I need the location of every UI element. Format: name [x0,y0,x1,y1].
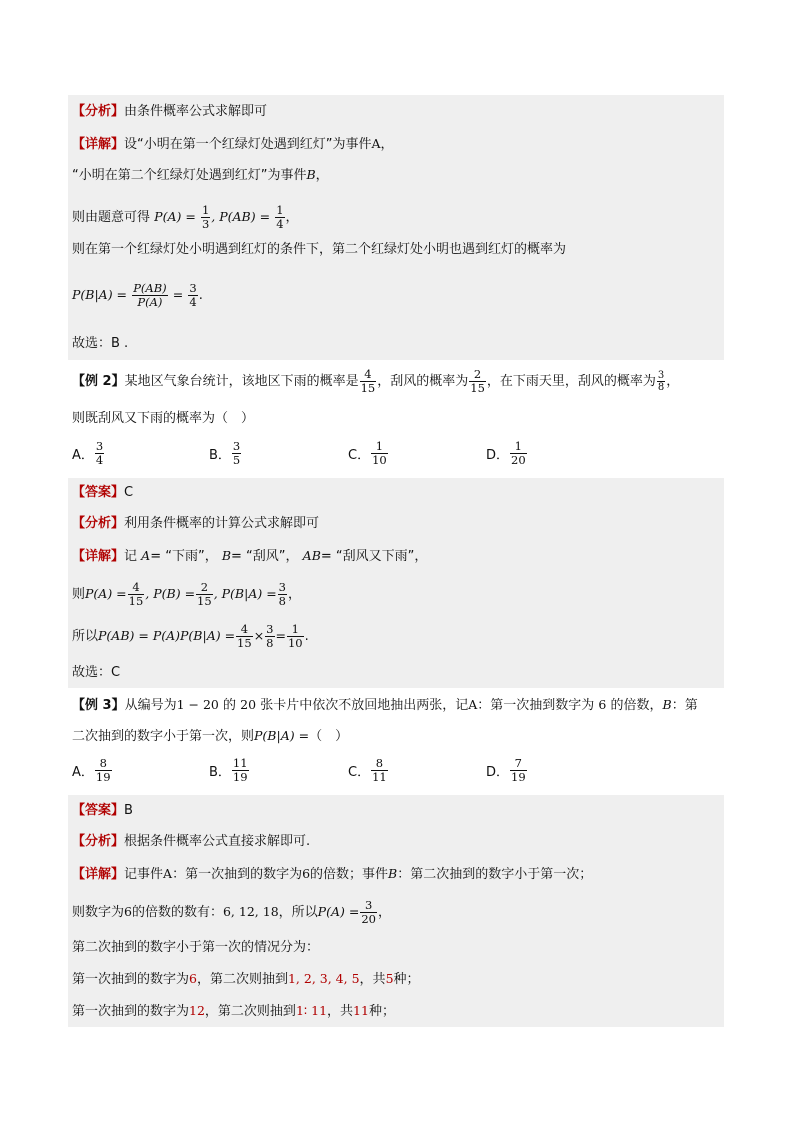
formula: P(B|A) = [72,287,128,302]
fraction: $\frac{4}{15}$ [128,580,144,608]
equals: = [172,287,184,302]
question-text: 则既刮风又下雨的概率为（ ） [72,411,255,426]
answer-key: C [124,485,134,500]
detail-text: 则在第一个红绿灯处小明遇到红灯的条件下，第二个红绿灯处小明也遇到红灯的概率为 [72,242,567,257]
question-text: 某地区气象台统计，该地区下雨的概率是 [124,374,359,389]
detail-line-4 [72,240,566,260]
fraction: $\frac{4}{15}$ [237,622,252,650]
detail-text: 设“小明在第一个红绿灯处遇到红灯”为事件 [124,137,372,152]
punct: ， [666,374,680,389]
analysis-line [72,102,267,122]
example-2-line-2 [72,409,254,429]
fraction: $\frac{3}{4}$ [189,281,197,309]
fraction: $\frac{3}{4}$ [95,439,104,467]
detail-text: 则由题意可得 [72,210,151,225]
event-b: B [306,167,316,182]
example-3-line-2: 二次抽到的数字小于第一次，则P(B|A) =（ ） [72,728,349,744]
detail-line-3 [72,202,299,232]
answer-line [72,334,128,354]
option-b: B． $\frac{3}{5}$ [209,439,241,467]
fraction: $\frac{1}{20}$ [511,439,526,467]
fraction: $\frac{1}{3}$ [201,203,210,231]
option-a: A． $\frac{8}{19}$ [72,756,111,784]
detail-line-2: 则P(A) = $\frac{4}{15}$ , P(B) = $\frac{2}{15}$ , P(B|A) = $\frac{3}{8}$ ， [72,580,302,608]
analysis-tag: 【分析】 [72,834,125,849]
detail-tag: 【详解】 [72,549,125,564]
detail-line-2 [72,165,329,185]
analysis-line [72,514,319,534]
punct: ， [285,210,299,225]
analysis-text: 利用条件概率的计算公式求解即可 [124,516,320,531]
fraction: $\frac{8}{11}$ [372,756,387,784]
option-d: D． $\frac{7}{19}$ [486,756,526,784]
answer-key-line [72,801,133,821]
detail-line-5: 第一次抽到的数字为12，第二次则抽到1∶ 11，共11种； [72,1003,395,1019]
answer-key: B [124,803,133,818]
analysis-tag: 【分析】 [72,516,125,531]
answer-tag: 【答案】 [72,485,125,500]
detail-line-1: 【详解】记 A= “下雨”， B= “刮风”， AB= “刮风又下雨”， [72,548,428,564]
detail-line-5 [72,278,203,312]
detail-line-1: 【详解】记事件A：第一次抽到的数字为6的倍数；事件B：第二次抽到的数字小于第一次； [72,866,593,882]
option-b: B． $\frac{11}{19}$ [209,756,248,784]
option-c: C． $\frac{8}{11}$ [348,756,387,784]
example-tag: 【例 2】 [72,374,125,389]
fraction: $\frac{P(AB)}{P(A)}$ [133,281,167,309]
detail-text: “小明在第二个红绿灯处遇到红灯”为事件 [72,168,307,183]
fraction: $\frac{4}{15}$ [360,367,376,395]
detail-line-4: 第一次抽到的数字为6，第二次则抽到1, 2, 3, 4, 5，共5种； [72,971,420,987]
question-text: ，刮风的概率为 [377,374,469,389]
formula: P(A) = [154,209,196,224]
detail-line-1 [72,134,394,154]
analysis-tag: 【分析】 [72,104,125,119]
detail-tag: 【详解】 [72,867,125,882]
punct: ， [380,137,394,152]
example-2-line-1 [72,366,679,398]
answer-text: 故选：B . [72,336,129,351]
fraction: $\frac{3}{8}$ [657,370,665,393]
answer-line [72,663,120,683]
option-d: D． $\frac{1}{20}$ [486,439,526,467]
detail-line-2: 则数字为6的倍数的数有：6, 12, 18，所以P(A) = $\frac{3}{20}$ ， [72,898,391,926]
analysis-text: 由条件概率公式求解即可 [124,104,268,119]
fraction: $\frac{2}{15}$ [470,367,485,395]
fraction: $\frac{3}{8}$ [266,622,274,650]
answer-tag: 【答案】 [72,803,125,818]
event-a: A [371,136,381,151]
example-3-line-1: 【例 3】从编号为1 − 20 的 20 张卡片中依次不放回地抽出两张，记A：第一次抽到数字为 6 的倍数，B：第 [72,697,698,713]
analysis-text: 根据条件概率公式直接求解即可. [124,834,311,849]
answer-text: 故选：C [72,665,121,680]
fraction: $\frac{2}{15}$ [197,580,212,608]
question-text: ，在下雨天里，刮风的概率为 [486,374,656,389]
punct: . [198,288,203,303]
fraction: $\frac{8}{19}$ [95,756,111,784]
answer-key-line [72,483,133,503]
punct: ， [315,168,329,183]
detail-line-3: 第二次抽到的数字小于第一次的情况分为： [72,940,320,955]
fraction: $\frac{3}{5}$ [232,439,241,467]
detail-line-3: 所以P(AB) = P(A)P(B|A) = $\frac{4}{15}$ × $\frac{3}{8}$ = $\frac{1}{10}$ . [72,622,309,650]
formula: , P(AB) = [211,209,271,224]
option-a: A． $\frac{3}{4}$ [72,439,104,467]
fraction: $\frac{11}{19}$ [232,756,248,784]
fraction: $\frac{3}{8}$ [278,580,286,608]
option-c: C． $\frac{1}{10}$ [348,439,387,467]
fraction: $\frac{1}{4}$ [276,203,284,231]
detail-tag: 【详解】 [72,137,125,152]
fraction: $\frac{3}{20}$ [361,898,376,926]
example-tag: 【例 3】 [72,698,125,713]
fraction: $\frac{1}{10}$ [372,439,387,467]
analysis-line [72,832,310,852]
fraction: $\frac{1}{10}$ [287,622,303,650]
fraction: $\frac{7}{19}$ [511,756,526,784]
